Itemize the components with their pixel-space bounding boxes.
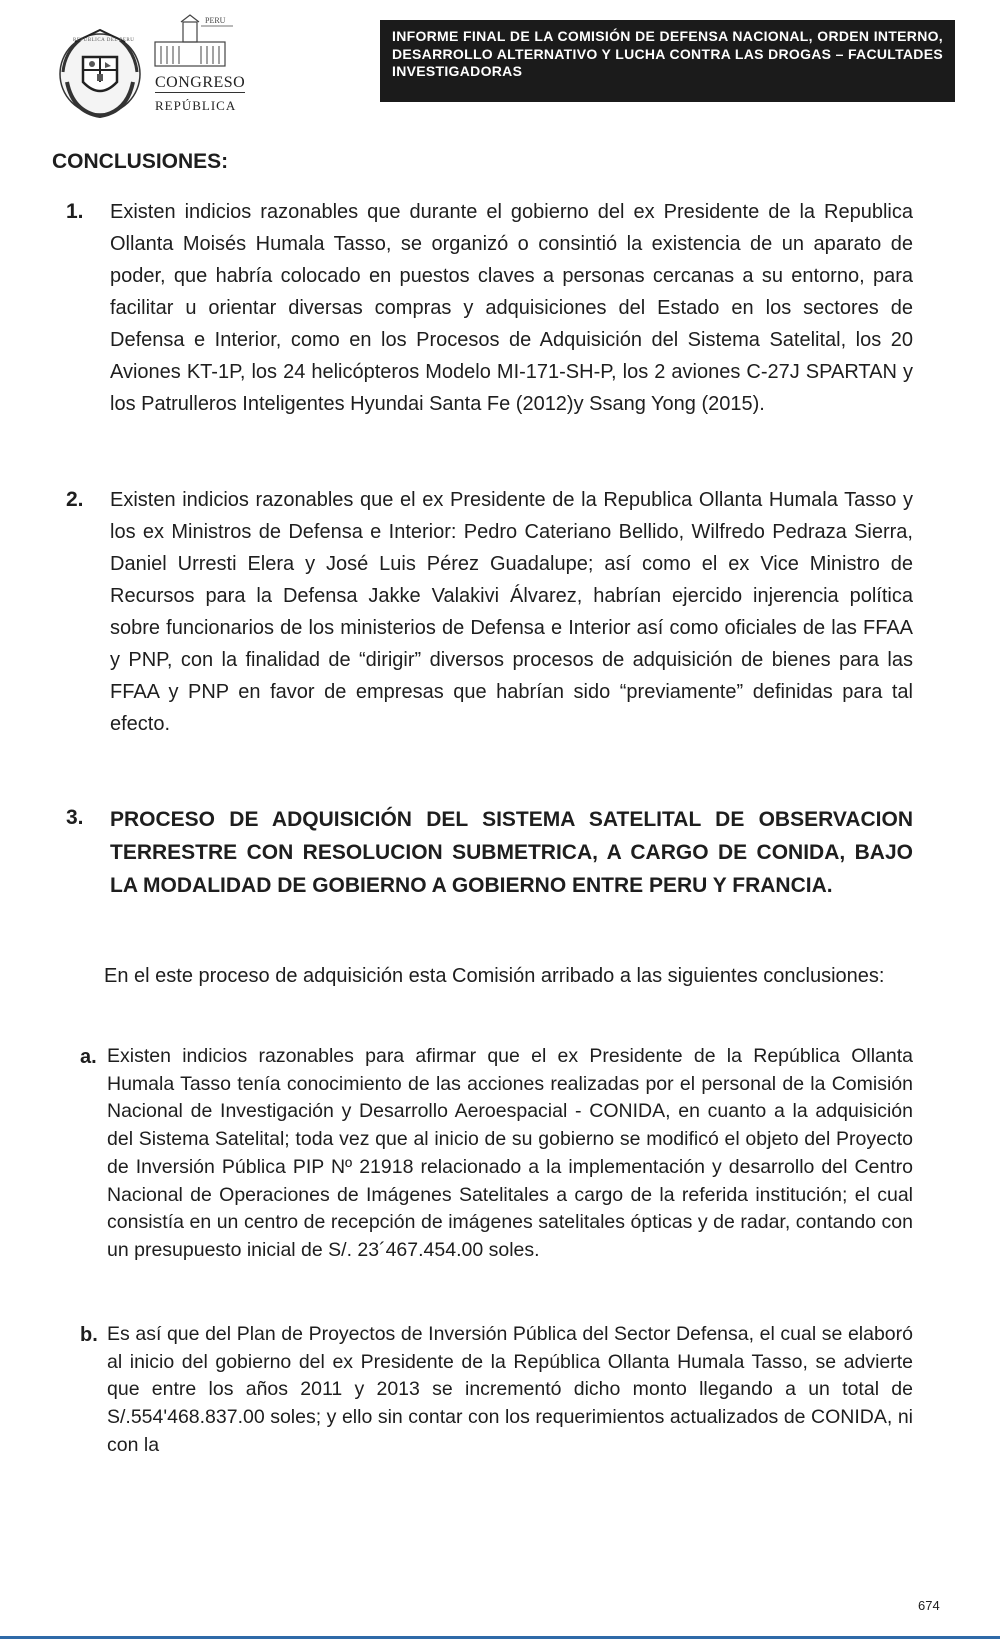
intro-text: En el este proceso de adquisición esta Comisión arribado a las siguientes conclusiones: — [104, 965, 885, 987]
document-header — [55, 12, 957, 122]
page-bottom-border — [0, 1636, 1000, 1639]
subitem-text: Existen indicios razonables para afirmar que el ex Presidente de la República Ollanta Humala Tasso tenía conocimiento de las acciones realizadas por el personal de la Comisión Nacional de Investigación y Desarrollo Aeroespacial - CONIDA, en cuanto a la adquisición del Sistema Satelital; toda vez que al inicio de su gobierno se modificó el objeto del Proyecto de Inversión Pública PIP Nº 21918 relacionado a la implementación y desarrollo del Centro Nacional de Operaciones de Imágenes Satelitales a cargo de la referida institución; el cual consistía en un centro de recepción de imágenes satelitales ópticas y de radar, contando con un presupuesto inicial de S/. 23´467.454.00 soles. — [107, 1045, 913, 1261]
congress-logo — [55, 12, 255, 122]
logo-seal-text: REPUBLICA DEL PERU — [73, 38, 135, 43]
logo-name-congreso: CONGRESO — [155, 74, 246, 91]
item-number: 2. — [66, 488, 84, 511]
section-heading: PROCESO DE ADQUISICIÓN DEL SISTEMA SATELITAL DE OBSERVACION TERRESTRE CON RESOLUCION SUBMETRICA, A CARGO DE CONIDA, BAJO LA MODALIDAD DE GOBIERNO A GOBIERNO ENTRE PERU Y FRANCIA. — [110, 808, 913, 897]
subitem-letter: b. — [80, 1324, 98, 1346]
section-title: CONCLUSIONES: — [52, 150, 229, 173]
subitem-letter: a. — [80, 1046, 97, 1068]
logo-name-republica: REPÚBLICA — [155, 98, 237, 113]
conclusion-text: Existen indicios razonables que durante el gobierno del ex Presidente de la Republica Ollanta Moisés Humala Tasso, se organizó o consintió la existencia de un aparato de poder, que habría colocado en puestos claves a personas cercanas a su entorno, para facilitar u orientar diversas compras y adquisiciones del Estado en los sectores de Defensa e Interior, como en los Procesos de Adquisición del Sistema Satelital, los 20 Aviones KT-1P, los 24 helicópteros Modelo MI-171-SH-P, los 2 aviones C-27J SPARTAN y los Patrulleros Inteligentes Hyundai Santa Fe (2012)y Ssang Yong (2015). — [110, 201, 913, 415]
conclusion-text: Existen indicios razonables que el ex Presidente de la Republica Ollanta Humala Tasso y los ex Ministros de Defensa e Interior: Pedro Cateriano Bellido, Wilfredo Pedraza Sierra, Daniel Urresti Elera y José Luis Pérez Guadalupe; así como el ex Vice Ministro de Recursos para la Defensa Jakke Valakivi Álvarez, habrían ejercido injerencia política sobre funcionarios de los ministerios de Defensa e Interior así como oficiales de las FFAA y PNP, con la finalidad de “dirigir” diversos procesos de adquisición de bienes para las FFAA y PNP en favor de empresas que habrían sido “previamente” definidas para tal efecto. — [110, 489, 913, 735]
item-number: 1. — [66, 200, 84, 223]
item-number: 3. — [66, 806, 84, 829]
page-number: 674 — [918, 1598, 940, 1613]
report-title-banner: INFORME FINAL DE LA COMISIÓN DE DEFENSA NACIONAL, ORDEN INTERNO, DESARROLLO ALTERNATIVO Y LUCHA CONTRA LAS DROGAS – FACULTADES INVESTIGADORAS — [380, 20, 955, 102]
logo-country: PERU — [205, 16, 226, 25]
subitem-text: Es así que del Plan de Proyectos de Inversión Pública del Sector Defensa, el cual se elaboró al inicio del gobierno del ex Presidente de la República Ollanta Humala Tasso, se advierte que entre los años 2011 y 2013 se incrementó dicho monto llegando a un total de S/.554'468.837.00 soles; y ello sin contar con los requerimientos actualizados de CONIDA, ni con la — [107, 1323, 913, 1456]
